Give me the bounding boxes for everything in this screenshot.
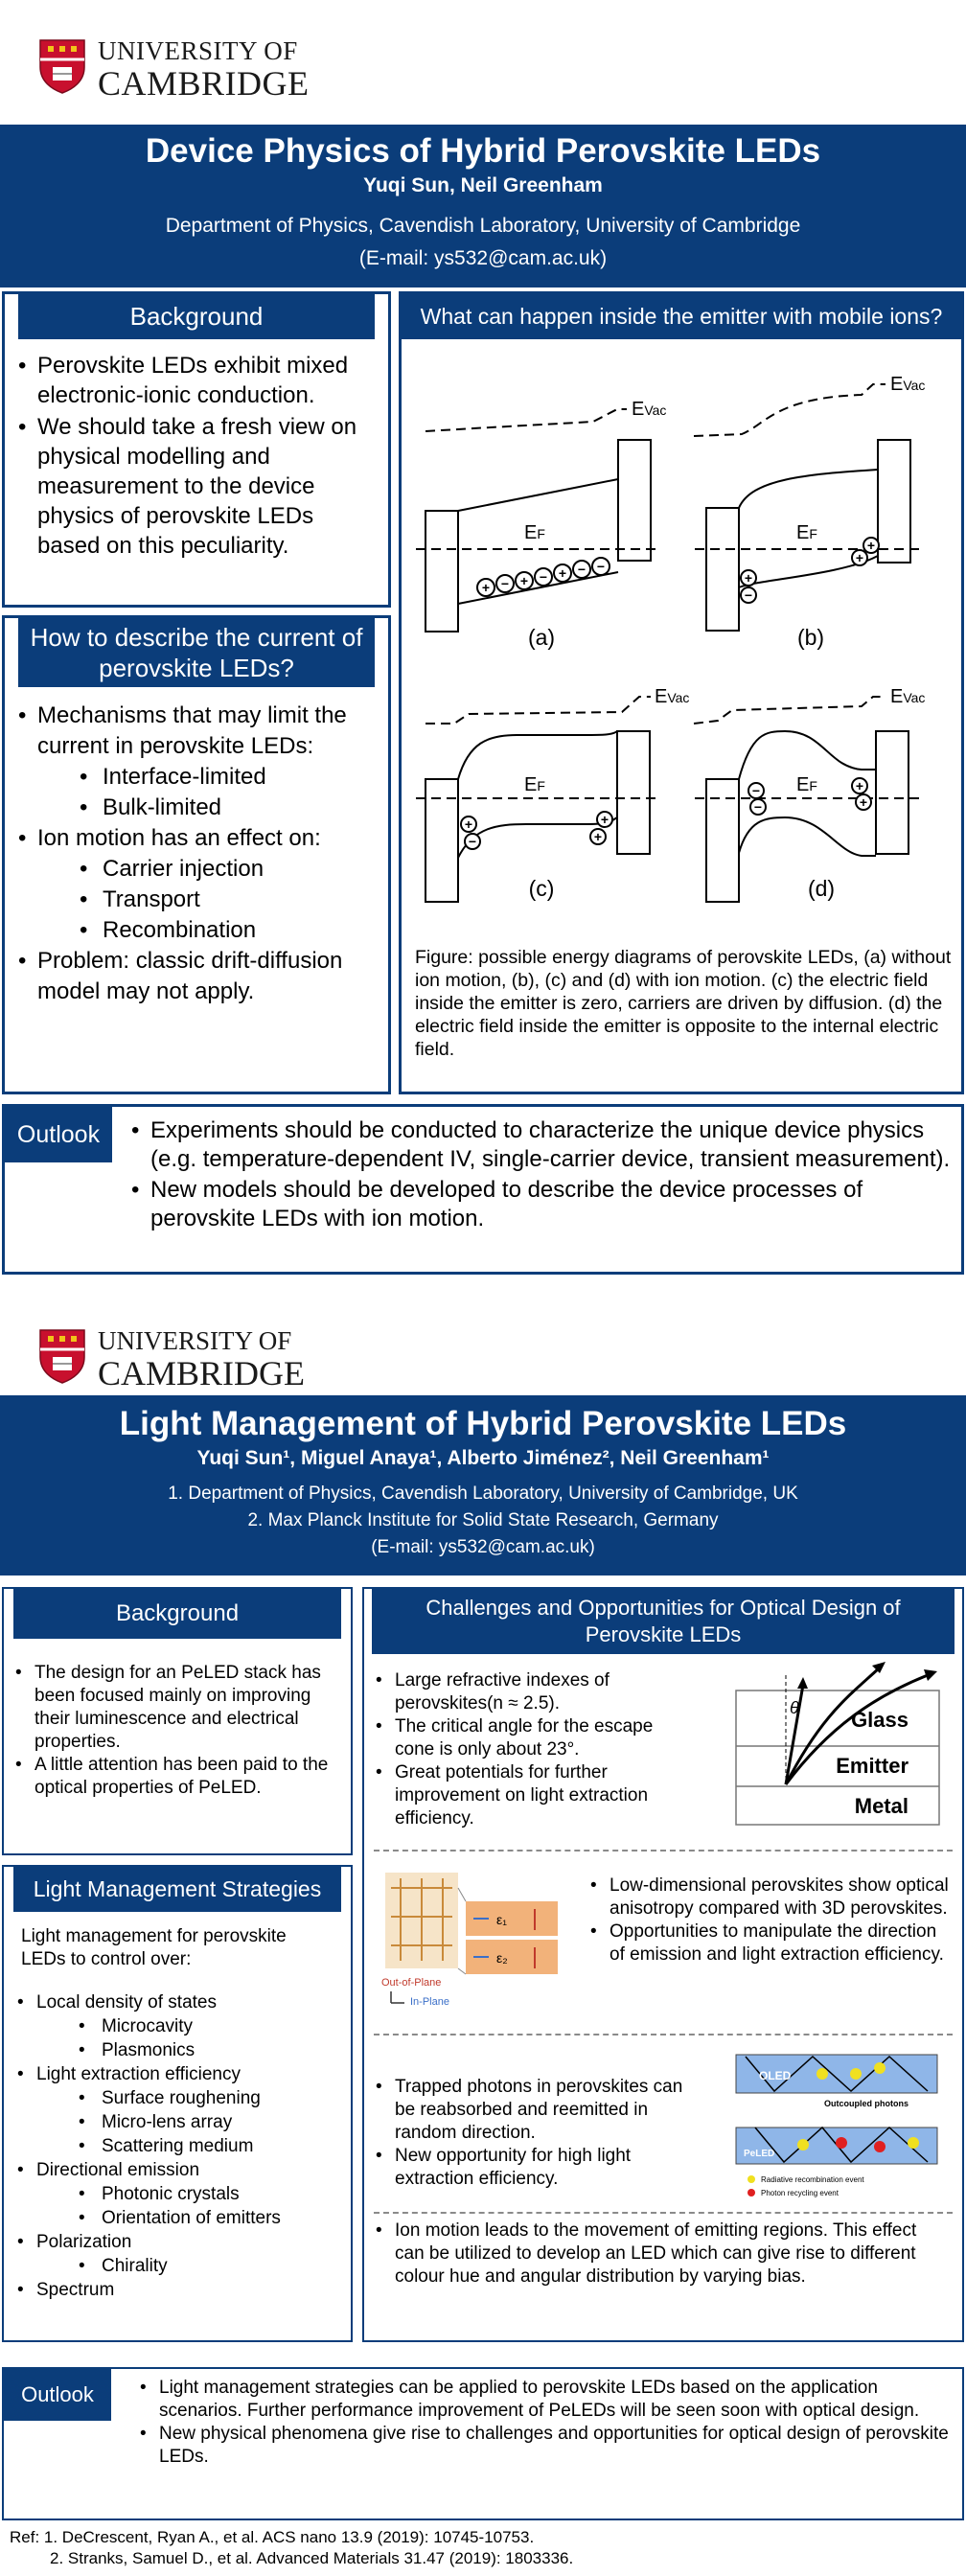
strategies-intro: Light management for perovskite LEDs to control over: bbox=[21, 1926, 287, 1969]
svg-text:−: − bbox=[500, 576, 510, 591]
svg-text:+: + bbox=[866, 538, 876, 553]
evac-label: E bbox=[890, 374, 904, 395]
svg-text:+: + bbox=[593, 829, 603, 844]
energy-diagrams bbox=[402, 340, 961, 901]
outlook-label: Outlook bbox=[4, 2369, 111, 2421]
list-item: • Directional emission bbox=[13, 2158, 341, 2182]
list-item: • Large refractive indexes of perovskites(n ≈ 2.5). bbox=[372, 1669, 688, 1715]
poster-email: (E-mail: ys532@cam.ac.uk) bbox=[371, 1537, 595, 1557]
sub-item: • Surface roughening bbox=[13, 2086, 341, 2110]
ef-label: E bbox=[796, 522, 810, 543]
ef-sub: F bbox=[809, 778, 817, 794]
epsilon1-label: ε₁ bbox=[496, 1912, 507, 1927]
ef-sub: F bbox=[809, 526, 817, 541]
emitter-heading: What can happen inside the emitter with mobile ions? bbox=[402, 294, 961, 339]
poster-title: Device Physics of Hybrid Perovskite LEDs bbox=[145, 132, 821, 170]
diagram-label-b: (b) bbox=[796, 625, 825, 650]
svg-text:EVac bbox=[655, 686, 689, 707]
list-item: • Ion motion leads to the movement of emitting regions. This effect can be utilized to develop an LED which can give rise to different colour hue and angular distribution by varying bias. bbox=[372, 2220, 947, 2288]
escape-cone-diagram bbox=[736, 1656, 949, 1828]
evac-sub: Vac bbox=[903, 690, 926, 705]
svg-text:−: − bbox=[577, 562, 586, 577]
cambridge-logo bbox=[38, 1324, 345, 1392]
poster-title: Light Management of Hybrid Perovskite LEDs bbox=[119, 1405, 847, 1442]
current-heading: How to describe the current of perovskite LEDs? bbox=[18, 618, 375, 687]
outcoupled-label: Outcoupled photons bbox=[824, 2099, 908, 2108]
svg-text:EF bbox=[796, 774, 817, 795]
logo-line1: UNIVERSITY OF bbox=[98, 36, 298, 65]
outlook-panel bbox=[2, 2367, 964, 2520]
svg-text:EF bbox=[796, 522, 817, 543]
ef-label: E bbox=[524, 774, 538, 795]
svg-text:+: + bbox=[855, 550, 864, 565]
strategies-heading: Light Management Strategies bbox=[13, 1867, 341, 1912]
list-item: • Experiments should be conducted to characterize the unique device physics (e.g. temperature-dependent IV, single-carrier device, transient measurement). bbox=[127, 1116, 952, 1174]
svg-text:−: − bbox=[596, 559, 606, 574]
background-panel bbox=[2, 291, 391, 608]
peled-label: PeLED bbox=[744, 2149, 775, 2159]
photon-recycling-diagram bbox=[736, 2047, 945, 2202]
svg-text:+: + bbox=[855, 778, 864, 794]
sub-item: • Carrier injection bbox=[14, 854, 379, 885]
svg-text:+: + bbox=[519, 573, 529, 588]
svg-text:EF bbox=[524, 522, 545, 543]
sub-item: • Interface-limited bbox=[14, 762, 379, 793]
title-banner bbox=[0, 1395, 966, 1576]
list-item: • The design for an PeLED stack has been focused mainly on improving their luminescence and electrical properties. bbox=[12, 1662, 343, 1754]
sub-item: • Plasmonics bbox=[13, 2038, 341, 2062]
svg-text:+: + bbox=[600, 812, 610, 827]
svg-text:−: − bbox=[753, 799, 763, 815]
svg-text:−: − bbox=[751, 783, 761, 798]
list-item: • Light management strategies can be applied to perovskite LEDs based on the application scenarios. Further performance improvement of PeLEDs will be seen soon with optical design. bbox=[136, 2377, 953, 2423]
list-item: • New opportunity for high light extraction efficiency. bbox=[372, 2145, 688, 2191]
svg-text:+: + bbox=[558, 565, 567, 581]
logo-line2: CAMBRIDGE bbox=[98, 1354, 306, 1392]
strategies-panel bbox=[2, 1865, 353, 2342]
background-panel bbox=[2, 1587, 353, 1855]
list-item: • Mechanisms that may limit the current in perovskite LEDs: bbox=[14, 701, 379, 762]
svg-text:+: + bbox=[481, 580, 491, 595]
list-item: • Opportunities to manipulate the direction of emission and light extraction efficiency. bbox=[586, 1920, 954, 1966]
sub-item: • Scattering medium bbox=[13, 2134, 341, 2158]
list-item: • Problem: classic drift-diffusion model may not apply. bbox=[14, 946, 379, 1007]
list-item: • Perovskite LEDs exhibit mixed electronic-ionic conduction. bbox=[14, 351, 379, 410]
theta-label: θ bbox=[790, 1698, 799, 1717]
list-item: • New physical phenomena give rise to challenges and opportunities for optical design of perovskite LEDs. bbox=[136, 2423, 953, 2469]
legend-radiative: Radiative recombination event bbox=[761, 2175, 864, 2184]
outlook-label: Outlook bbox=[5, 1107, 112, 1162]
divider bbox=[374, 2212, 953, 2214]
evac-sub: Vac bbox=[903, 378, 926, 393]
epsilon2-label: ε₂ bbox=[496, 1950, 508, 1966]
list-item: • Great potentials for further improvement on light extraction efficiency. bbox=[372, 1761, 688, 1830]
list-item: • A little attention has been paid to the optical properties of PeLED. bbox=[12, 1754, 343, 1800]
evac-label: E bbox=[890, 686, 904, 707]
sub-item: • Micro-lens array bbox=[13, 2110, 341, 2134]
list-item: • Spectrum bbox=[13, 2278, 341, 2302]
current-panel bbox=[2, 615, 391, 1094]
sub-item: • Photonic crystals bbox=[13, 2182, 341, 2206]
glass-label: Glass bbox=[851, 1708, 908, 1732]
poster-email: (E-mail: ys532@cam.ac.uk) bbox=[358, 247, 608, 269]
svg-text:−: − bbox=[468, 834, 477, 849]
list-item: • Low-dimensional perovskites show optical anisotropy compared with 3D perovskites. bbox=[586, 1874, 954, 1920]
crest-icon bbox=[38, 38, 86, 94]
diagram-label-c: (c) bbox=[528, 876, 555, 901]
evac-label: E bbox=[655, 686, 668, 707]
anisotropy-diagram bbox=[381, 1869, 564, 2012]
title-banner bbox=[0, 125, 966, 288]
challenges-panel bbox=[362, 1587, 964, 2342]
ef-label: E bbox=[524, 522, 538, 543]
list-item: • Local density of states bbox=[13, 1990, 341, 2014]
ef-label: E bbox=[796, 774, 810, 795]
sub-item: • Chirality bbox=[13, 2254, 341, 2278]
evac-sub: Vac bbox=[644, 402, 667, 418]
in-plane-label: In-Plane bbox=[410, 1996, 449, 2008]
svg-text:+: + bbox=[744, 570, 753, 586]
divider bbox=[374, 2034, 953, 2036]
legend-recycling: Photon recycling event bbox=[761, 2189, 839, 2197]
ef-sub: F bbox=[537, 778, 545, 794]
ef-sub: F bbox=[537, 526, 545, 541]
svg-text:−: − bbox=[539, 569, 548, 585]
list-item: • The critical angle for the escape cone is only about 23°. bbox=[372, 1715, 688, 1761]
logo-line2: CAMBRIDGE bbox=[98, 64, 310, 103]
background-heading: Background bbox=[13, 1589, 341, 1639]
emitter-label: Emitter bbox=[836, 1754, 908, 1778]
cambridge-logo bbox=[38, 34, 345, 102]
outlook-panel bbox=[2, 1104, 964, 1275]
svg-text:EVac bbox=[632, 399, 666, 420]
out-of-plane-label: Out-of-Plane bbox=[381, 1977, 442, 1989]
metal-label: Metal bbox=[854, 1794, 908, 1818]
sub-item: • Bulk-limited bbox=[14, 793, 379, 823]
background-heading: Background bbox=[18, 294, 375, 339]
oled-label: OLED bbox=[759, 2069, 792, 2082]
svg-text:+: + bbox=[859, 794, 868, 810]
svg-text:−: − bbox=[744, 587, 753, 603]
emitter-panel bbox=[399, 291, 964, 1094]
list-item: • Trapped photons in perovskites can be reabsorbed and reemitted in random direction. bbox=[372, 2076, 688, 2145]
diagram-label-a: (a) bbox=[527, 625, 556, 650]
diagram-label-d: (d) bbox=[807, 876, 836, 901]
list-item: • Ion motion has an effect on: bbox=[14, 823, 379, 854]
sub-item: • Recombination bbox=[14, 915, 379, 946]
evac-sub: Vac bbox=[667, 690, 690, 705]
evac-label: E bbox=[632, 399, 645, 420]
sub-item: • Orientation of emitters bbox=[13, 2206, 341, 2230]
sub-item: • Transport bbox=[14, 885, 379, 915]
logo-line1: UNIVERSITY OF bbox=[98, 1326, 292, 1355]
svg-text:EVac bbox=[890, 686, 925, 707]
list-item: • New models should be developed to describe the device processes of perovskite LEDs with ion motion. bbox=[127, 1176, 952, 1233]
figure-caption: Figure: possible energy diagrams of perovskite LEDs, (a) without ion motion, (b), (c) and (d) with ion motion. (c) the electric field inside the emitter is zero, carriers are driven by diffusion. (d) the electric field inside the emitter is opposite to the internal electric field. bbox=[415, 947, 952, 1060]
reference-2: 2. Stranks, Samuel D., et al. Advanced Materials 31.47 (2019): 1803336. bbox=[50, 2549, 574, 2567]
reference-1: Ref: 1. DeCrescent, Ryan A., et al. ACS nano 13.9 (2019): 10745-10753. bbox=[10, 2528, 535, 2546]
crest-icon bbox=[38, 1328, 86, 1384]
sub-item: • Microcavity bbox=[13, 2014, 341, 2038]
list-item: • Polarization bbox=[13, 2230, 341, 2254]
list-item: • We should take a fresh view on physical modelling and measurement to the device physics of perovskite LEDs based on this peculiarity. bbox=[14, 412, 379, 561]
poster-affiliation-2: 2. Max Planck Institute for Solid State Research, Germany bbox=[247, 1510, 719, 1530]
divider bbox=[374, 1850, 953, 1852]
poster-authors: Yuqi Sun¹, Miguel Anaya¹, Alberto Jiménez², Neil Greenham¹ bbox=[196, 1447, 770, 1469]
poster-affiliation-1: 1. Department of Physics, Cavendish Laboratory, University of Cambridge, UK bbox=[168, 1484, 798, 1504]
poster-authors: Yuqi Sun, Neil Greenham bbox=[363, 174, 603, 196]
list-item: • Light extraction efficiency bbox=[13, 2062, 341, 2086]
svg-text:EVac bbox=[890, 374, 925, 395]
poster-affiliation: Department of Physics, Cavendish Laboratory, University of Cambridge bbox=[165, 215, 801, 237]
challenges-heading: Challenges and Opportunities for Optical Design of Perovskite LEDs bbox=[372, 1589, 954, 1654]
svg-text:EF bbox=[524, 774, 545, 795]
svg-text:+: + bbox=[464, 816, 473, 832]
